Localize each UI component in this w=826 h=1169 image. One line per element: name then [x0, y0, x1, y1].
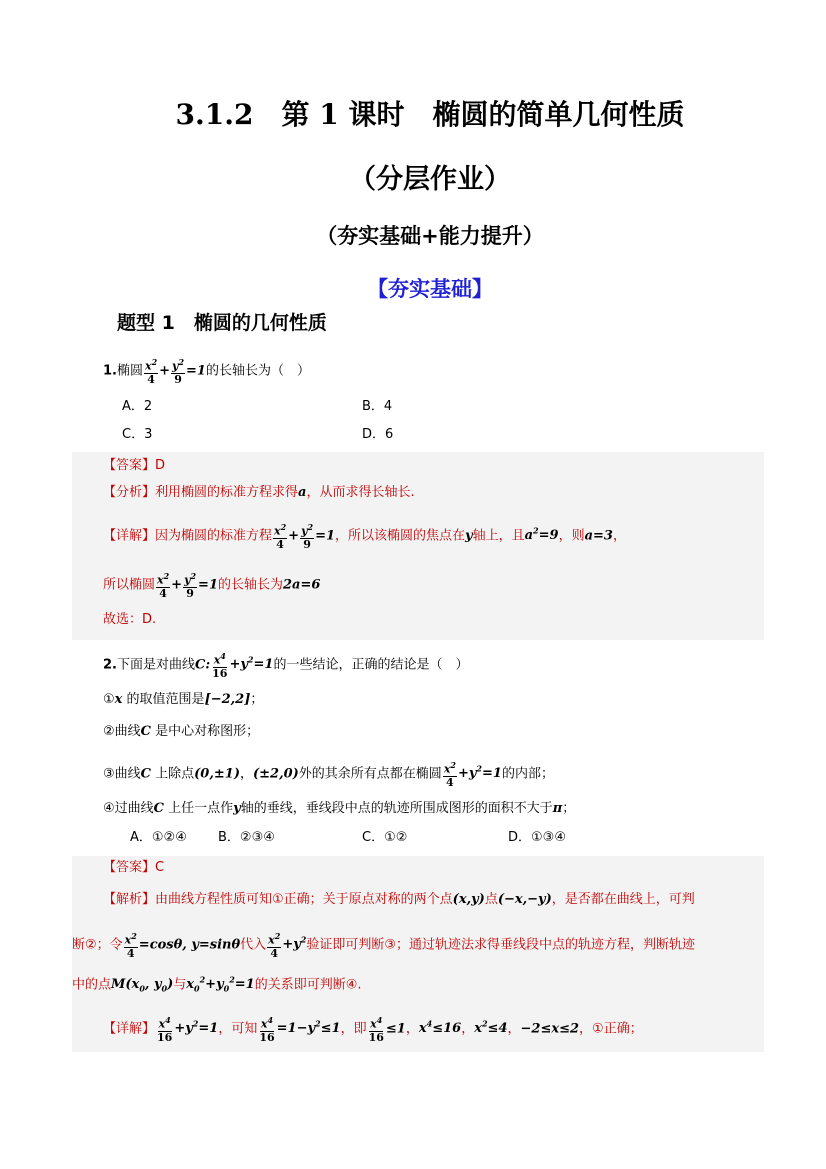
q2-statement-4: ④过曲线C 上任一点作y轴的垂线，垂线段中点的轨迹所围成图形的面积不大于π； — [103, 801, 576, 816]
q2-option-c: C．①② — [362, 830, 408, 845]
question-2: 2.下面是对曲线C: $\frac{x^4}{16}$ $+y^2=1$的一些结论，正确的结论是（ ） — [103, 651, 469, 680]
q2-answer: 【答案】C — [103, 860, 165, 875]
q2-detail-line-1: 【详解】 $\frac{x^4}{16}$ $+y^2=1$，可知 $\frac{x^4}{16}$ $=1-y^2\le 1$，即 $\frac{x^4}{16}$ ≤1，$x^4\le 16$，$x^2\le 4$，−2≤x≤2，①正确； — [103, 1015, 643, 1044]
q2-analysis-line-2: 断②；令 $\frac{x^2}{4}$ =cosθ, y=sinθ代入 $\frac{x^2}{4}$ $+y^2$验证即可判断③；通过轨迹法求得垂线段中点的轨迹方程，判断轨迹 — [72, 931, 695, 960]
q1-detail-line-2: 所以椭圆 $\frac{x^2}{4}$ + $\frac{y^2}{9}$ =1的长轴长为2a=6 — [103, 571, 321, 600]
q2-option-a: A．①②④ — [130, 830, 187, 845]
q2-statement-1: ①x 的取值范围是[−2,2]； — [103, 692, 264, 707]
q1-pick: 故选：D. — [103, 612, 157, 627]
q1-detail-line-1: 【详解】因为椭圆的标准方程 $\frac{x^2}{4}$ + $\frac{y^2}{9}$ =1，所以该椭圆的焦点在y轴上，且$a^2=9$，则a=3， — [103, 522, 626, 551]
section-heading: 【夯实基础】 — [367, 277, 493, 301]
q1-option-c: C．3 — [122, 427, 153, 442]
page-subtitle: （分层作业） — [349, 164, 511, 195]
question-1: 1.椭圆 $\frac{x^2}{4}$ + $\frac{y^2}{9}$ =1的长轴长为（ ） — [103, 357, 310, 386]
q2-statement-3: ③曲线C 上除点(0,±1)，(±2,0)外的其余所有点都在椭圆 $\frac{x^2}{4}$ $+y^2=1$的内部； — [103, 760, 554, 789]
type-heading: 题型 1 椭圆的几何性质 — [117, 312, 327, 334]
q1-analysis: 【分析】利用椭圆的标准方程求得a，从而求得长轴长. — [103, 485, 415, 500]
q1-option-d: D．6 — [362, 427, 394, 442]
q2-statement-2: ②曲线C 是中心对称图形； — [103, 724, 260, 739]
q2-analysis-line-1: 【解析】由曲线方程性质可知①正确；关于原点对称的两个点(x,y)点(−x,−y)，是否都在曲线上，可判 — [103, 892, 695, 907]
q2-analysis-line-3: 中的点$M(x_0$, $y_0$)与$x_0^2+y_0^2=1$的关系即可判断④. — [72, 975, 362, 994]
q2-option-b: B．②③④ — [218, 830, 275, 845]
page-title: 3.1.2 第 1 课时 椭圆的简单几何性质 — [175, 98, 685, 131]
q1-option-b: B．4 — [362, 399, 393, 414]
q1-answer: 【答案】D — [103, 458, 166, 473]
q1-option-a: A．2 — [122, 399, 153, 414]
q2-option-d: D．①③④ — [508, 830, 566, 845]
page-subsubtitle: （夯实基础+能力提升） — [316, 224, 544, 248]
